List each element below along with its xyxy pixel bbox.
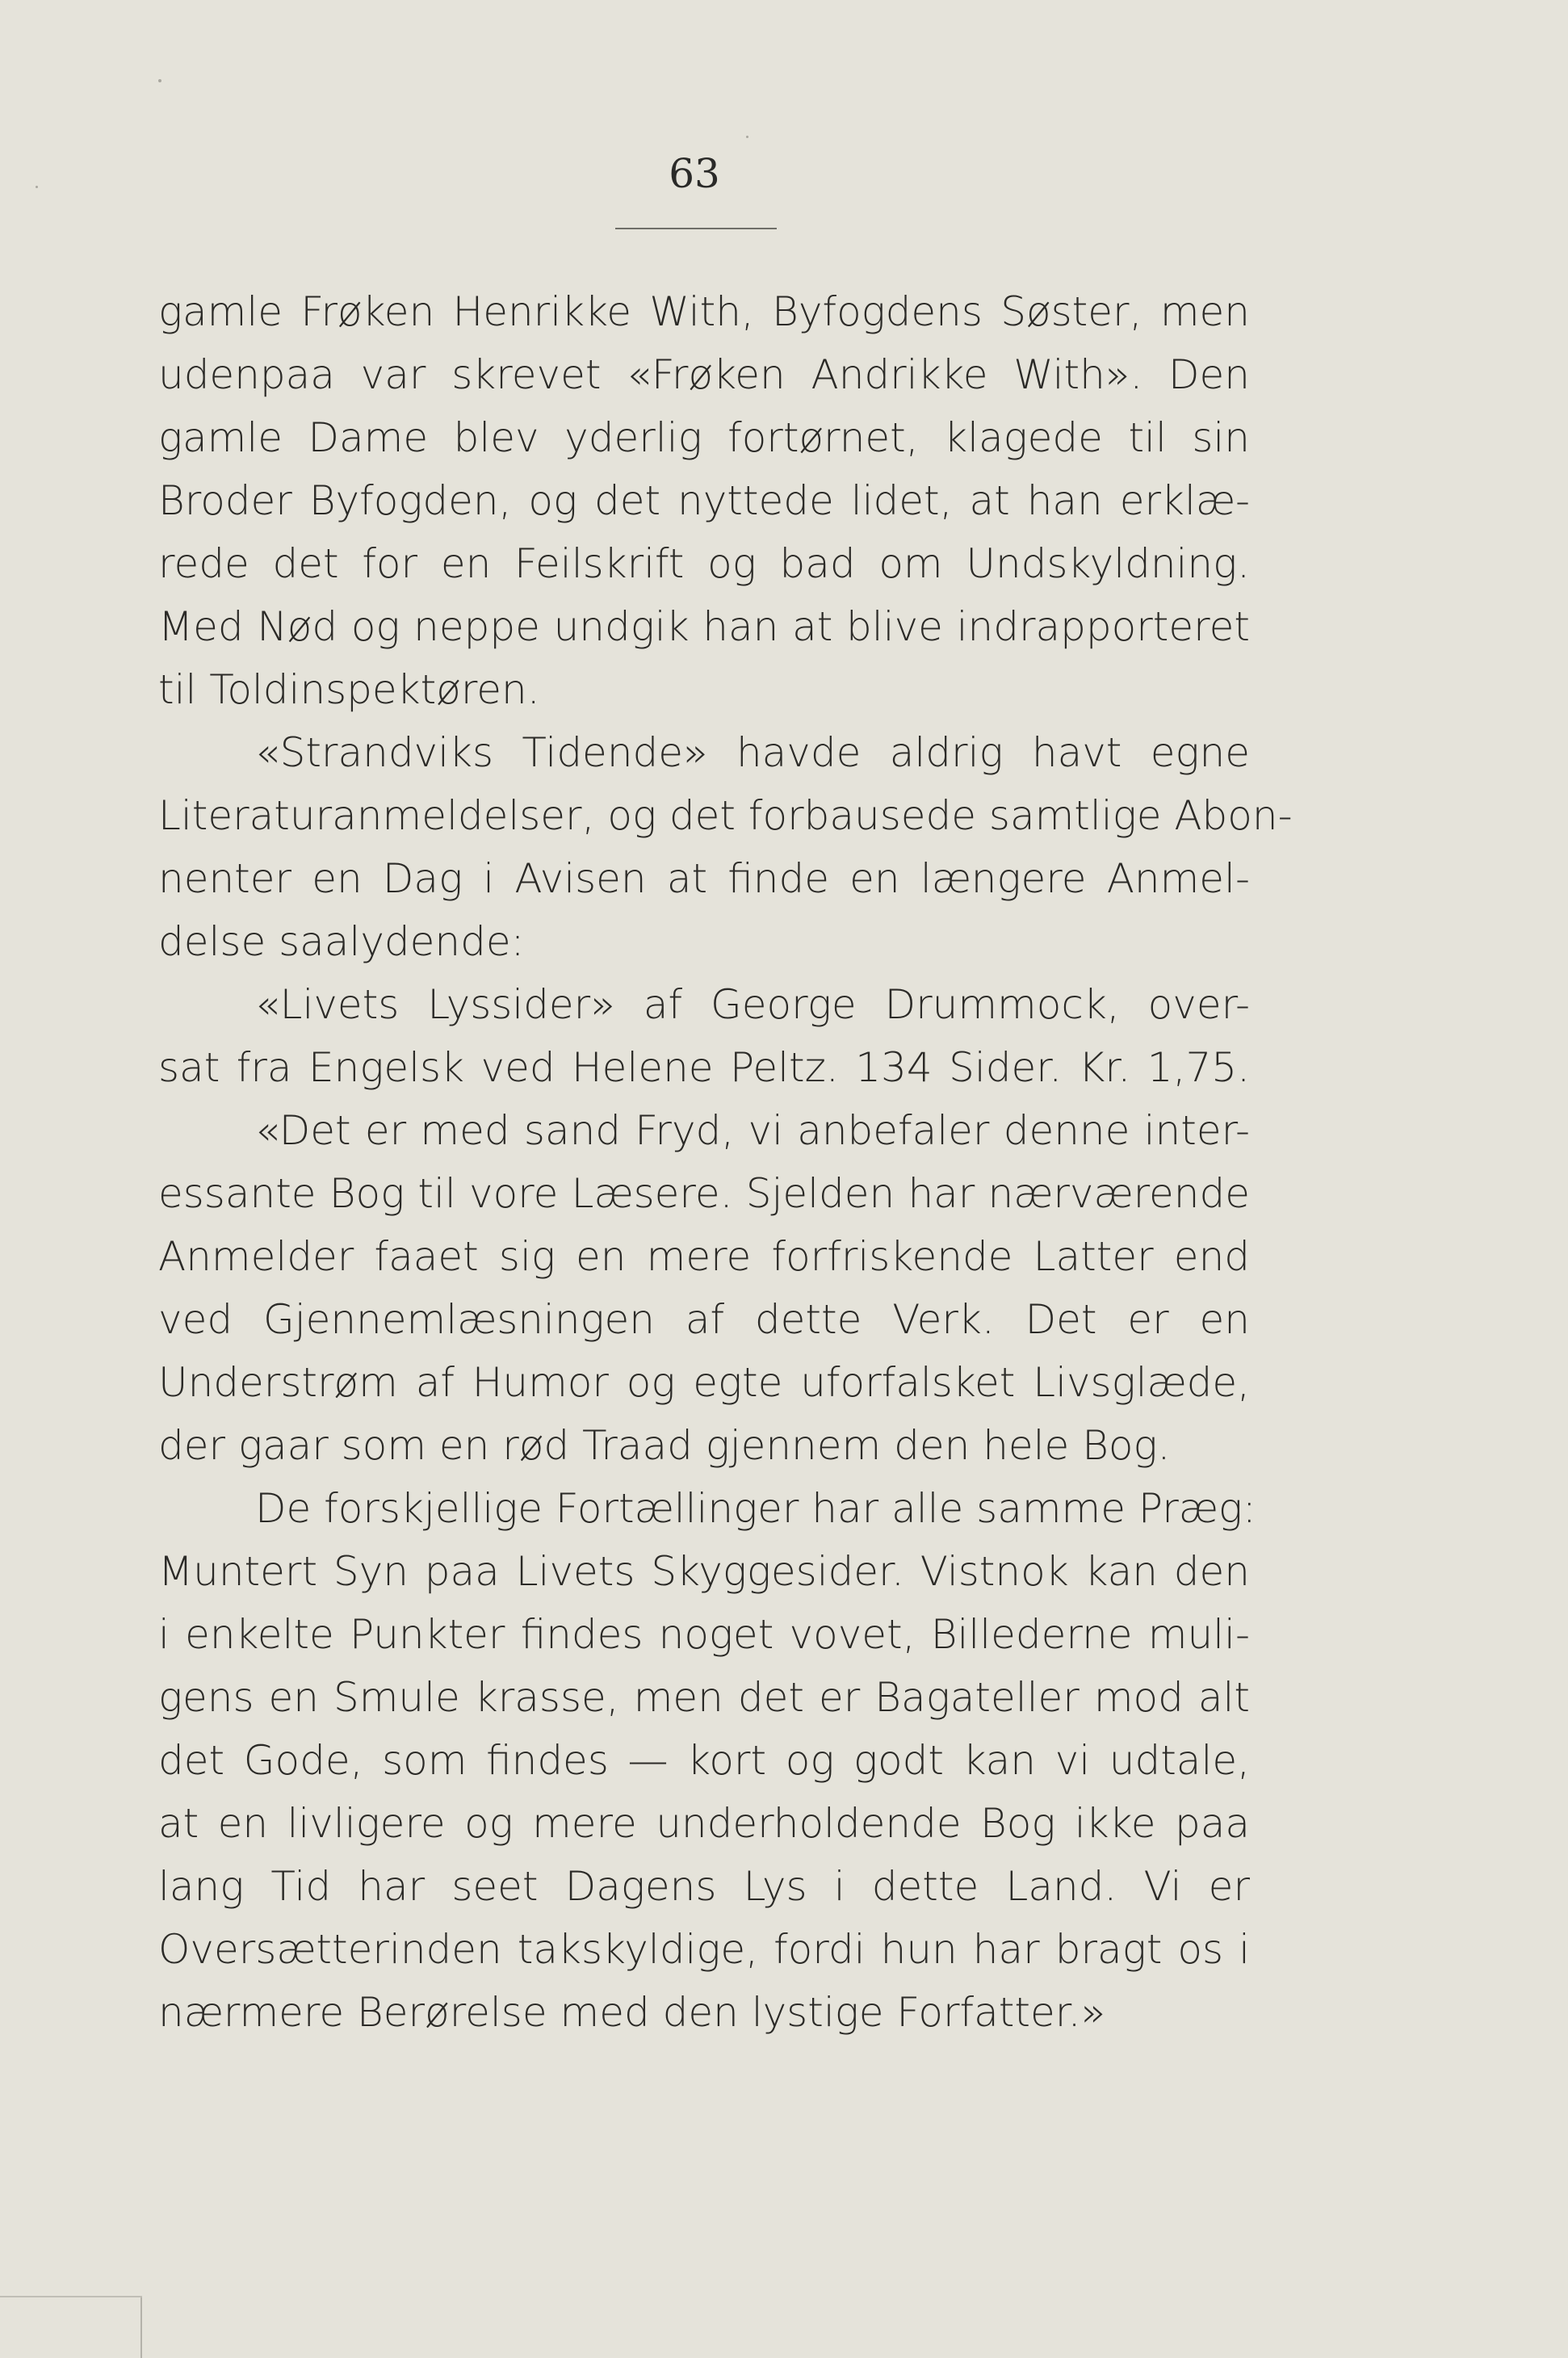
scan-edge-line — [140, 2297, 142, 2358]
scan-speck — [746, 136, 748, 138]
page-number-rule — [615, 228, 777, 229]
text-line: delse saalydende: — [158, 918, 525, 965]
scan-edge-line — [0, 2296, 142, 2297]
text-line: til Toldinspektøren. — [158, 666, 540, 713]
text-line: Literaturanmeldelser, og det forbausede samtlige Abon- — [158, 792, 1293, 839]
text-line: Broder Byfogden, og det nyttede lidet, at han erklæ- — [158, 477, 1250, 524]
text-line: nenter en Dag i Avisen at finde en længere Anmel- — [158, 855, 1250, 902]
text-line: essante Bog til vore Læsere. Sjelden har nærværende — [158, 1170, 1250, 1217]
body-text — [158, 280, 1293, 2044]
text-line: Med Nød og neppe undgik han at blive indrapporteret — [158, 603, 1250, 650]
text-line: «Strandviks Tidende» havde aldrig havt egne — [255, 729, 1250, 776]
text-line: nærmere Berørelse med den lystige Forfatter.» — [158, 1989, 1106, 2036]
scan-speck — [36, 186, 38, 188]
text-line: at en livligere og mere underholdende Bog ikke paa — [158, 1800, 1250, 1847]
text-line: De forskjellige Fortællinger har alle samme Præg: — [255, 1485, 1256, 1532]
text-line: gamle Dame blev yderlig fortørnet, klagede til sin — [158, 414, 1250, 461]
text-line: Oversætterinden takskyldige, fordi hun har bragt os i — [158, 1926, 1250, 1973]
text-line: «Det er med sand Fryd, vi anbefaler denne inter- — [255, 1107, 1250, 1154]
text-line: Muntert Syn paa Livets Skyggesider. Vistnok kan den — [158, 1548, 1250, 1595]
text-line: der gaar som en rød Traad gjennem den hele Bog. — [158, 1422, 1171, 1469]
text-line: gens en Smule krasse, men det er Bagateller mod alt — [158, 1674, 1250, 1721]
text-line: «Livets Lyssider» af George Drummock, over- — [255, 981, 1250, 1028]
text-line: rede det for en Feilskrift og bad om Undskyldning. — [158, 540, 1250, 587]
text-line: gamle Frøken Henrikke With, Byfogdens Søster, men — [158, 288, 1250, 335]
text-line: Anmelder faaet sig en mere forfriskende Latter end — [158, 1233, 1250, 1280]
scan-speck — [158, 79, 161, 82]
text-line: sat fra Engelsk ved Helene Peltz. 134 Sider. Kr. 1,75. — [158, 1044, 1250, 1091]
text-line: Understrøm af Humor og egte uforfalsket Livsglæde, — [158, 1359, 1250, 1406]
text-line: i enkelte Punkter findes noget vovet, Billederne muli- — [158, 1611, 1250, 1658]
text-line: lang Tid har seet Dagens Lys i dette Land. Vi er — [158, 1863, 1250, 1910]
text-line: udenpaa var skrevet «Frøken Andrikke With». Den — [158, 351, 1250, 398]
text-line: ved Gjennemlæsningen af dette Verk. Det er en — [158, 1296, 1250, 1343]
text-line: det Gode, som findes — kort og godt kan vi udtale, — [158, 1737, 1250, 1784]
page-number: 63 — [669, 150, 720, 197]
